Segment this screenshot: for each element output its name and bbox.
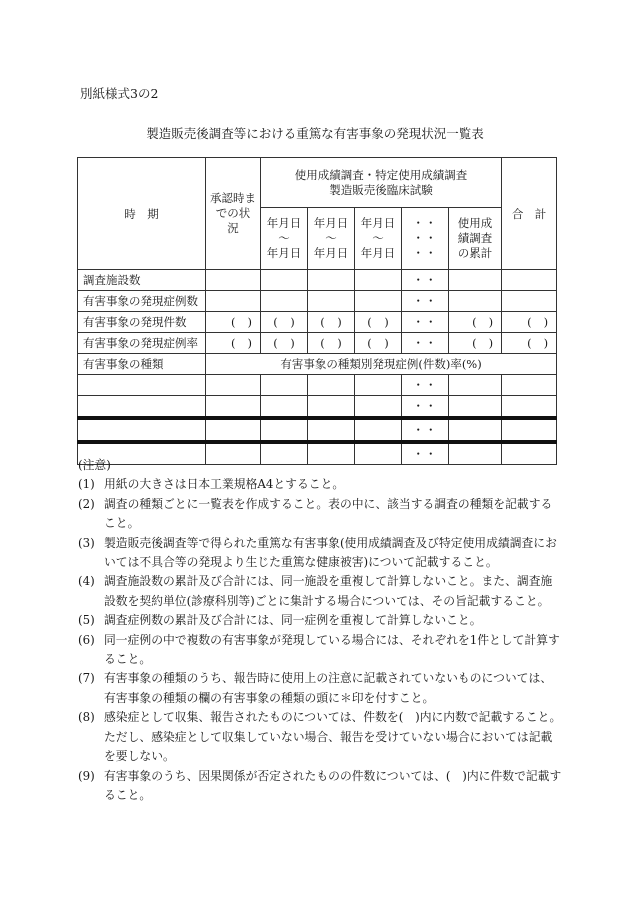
adverse-event-table (77, 157, 557, 465)
paren-cell: ( ) (449, 312, 502, 333)
note-number: (4) (78, 574, 95, 589)
note-item (78, 572, 563, 611)
note-item (78, 669, 563, 708)
note-number: (1) (78, 477, 95, 492)
period-header: 時 期 (78, 158, 206, 270)
ellipsis-cell: ・・ (402, 396, 449, 419)
date-range-header-3: 年月日 〜 年月日 (355, 208, 402, 270)
note-number: (2) (78, 496, 95, 511)
notes-list (78, 475, 563, 805)
type-entry-row (78, 396, 557, 419)
total-header: 合 計 (502, 158, 557, 270)
type-rate-caption: 有害事象の種類別発現症例(件数)率(%) (206, 354, 557, 375)
approval-header: 承認時までの状 況 (206, 158, 261, 270)
types-label: 有害事象の種類 (78, 354, 206, 375)
cases-row (78, 291, 557, 312)
paren-cell: ( ) (261, 312, 308, 333)
ellipsis-header: ・・ ・・ ・・ (402, 208, 449, 270)
paren-cell: ( ) (206, 333, 261, 354)
note-number: (6) (78, 632, 95, 647)
ellipsis-cell: ・・ (402, 291, 449, 312)
note-item (78, 708, 563, 766)
document-title: 製造販売後調査等における重篤な有害事象の発現状況一覧表 (146, 126, 484, 141)
note-text: 調査の種類ごとに一覧表を作成すること。表の中に、該当する調査の種類を記載すること。 (104, 496, 553, 531)
survey-group-label-1: 使用成績調査・特定使用成績調査 (294, 167, 468, 182)
note-item (78, 767, 563, 806)
note-text: 調査施設数の累計及び合計には、同一施設を重複して計算しないこと。また、調査施設数を契約単位(診療科別等)ごとに集計する場合については、その旨記載すること。 (104, 574, 553, 608)
ellipsis-cell: ・・ (402, 375, 449, 396)
notes-section (78, 456, 563, 805)
ellipsis-cell: ・・ (402, 442, 449, 465)
header-row-1 (78, 158, 557, 208)
count-row (78, 312, 557, 333)
count-label: 有害事象の発現件数 (78, 312, 206, 333)
cumulative-header: 使用成績調査の累計 (449, 208, 502, 270)
note-text: 同一症例の中で複数の有害事象が発現している場合には、それぞれを1件として計算すること。 (104, 632, 560, 667)
note-text: 調査症例数の累計及び合計には、同一症例を重複して計算しないこと。 (104, 613, 482, 628)
note-number: (8) (78, 710, 95, 725)
paren-cell: ( ) (308, 312, 355, 333)
date-range-header-2: 年月日 〜 年月日 (308, 208, 355, 270)
facilities-row (78, 270, 557, 291)
ellipsis-cell: ・・ (402, 270, 449, 291)
paren-cell: ( ) (355, 333, 402, 354)
ellipsis-cell: ・・ (402, 418, 449, 442)
paren-cell: ( ) (502, 333, 557, 354)
form-number: 別紙様式3の2 (80, 86, 159, 101)
note-number: (9) (78, 768, 95, 783)
ellipsis-cell: ・・ (402, 312, 449, 333)
note-text: 感染症として収集、報告されたものについては、件数を( )内に内数で記載すること。ただし、感染症として収集していない場合、報告を受けていない場合においては記載を要しない。 (104, 710, 562, 764)
type-entry-row (78, 375, 557, 396)
cases-label: 有害事象の発現症例数 (78, 291, 206, 312)
paren-cell: ( ) (355, 312, 402, 333)
paren-cell: ( ) (206, 312, 261, 333)
types-row (78, 354, 557, 375)
note-text: 有害事象の種類のうち、報告時に使用上の注意に記載されていないものについては、有害事象の種類の欄の有害事象の種類の頭に＊印を付すこと。 (104, 671, 553, 705)
facilities-label: 調査施設数 (78, 270, 206, 291)
paren-cell: ( ) (308, 333, 355, 354)
note-text: 用紙の大きさは日本工業規格A4とすること。 (104, 477, 345, 492)
paren-cell: ( ) (502, 312, 557, 333)
note-item (78, 611, 563, 630)
note-item (78, 495, 563, 534)
note-number: (5) (78, 613, 95, 628)
survey-group-label-2: 製造販売後臨床試験 (329, 182, 433, 197)
note-text: 有害事象のうち、因果関係が否定されたものの件数については、( )内に件数で記載すること。 (104, 768, 562, 802)
type-entry-row (78, 418, 557, 442)
survey-group-header (261, 158, 502, 208)
paren-cell: ( ) (261, 333, 308, 354)
date-range-header-1: 年月日 〜 年月日 (261, 208, 308, 270)
paren-cell: ( ) (449, 333, 502, 354)
note-item (78, 475, 563, 494)
ellipsis-cell: ・・ (402, 333, 449, 354)
note-item (78, 631, 563, 670)
note-item (78, 534, 563, 573)
note-number: (7) (78, 671, 95, 686)
rate-row (78, 333, 557, 354)
note-number: (3) (78, 535, 95, 550)
note-text: 製造販売後調査等で得られた重篤な有害事象(使用成績調査及び特定使用成績調査においては不具合等の発現より生じた重篤な健康被害)について記載すること。 (104, 535, 557, 570)
notes-heading: (注意) (78, 458, 111, 472)
rate-label: 有害事象の発現症例率 (78, 333, 206, 354)
